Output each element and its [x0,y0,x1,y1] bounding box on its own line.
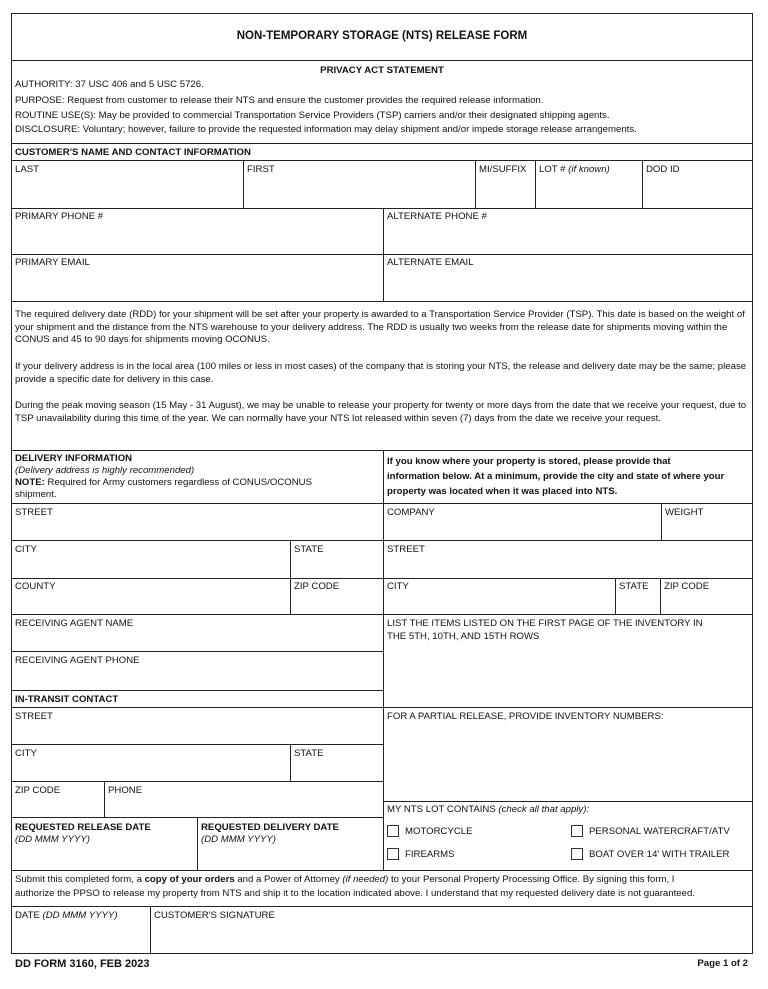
transit-state-field[interactable]: STATE [294,748,324,759]
dod-id-field[interactable]: DOD ID [646,164,680,175]
submit-text-c: to your Personal Property Processing Office. By signing this form, I [388,874,675,885]
storage-street-field[interactable]: STREET [387,544,425,555]
rule [535,160,536,208]
inventory-items-label-2: THE 5TH, 10TH, AND 15TH ROWS [387,631,540,642]
inventory-items-label-1: LIST THE ITEMS LISTED ON THE FIRST PAGE OF THE INVENTORY IN [387,618,703,629]
primary-email-field[interactable]: PRIMARY EMAIL [15,257,90,268]
lot-contents-hint: (check all that apply): [498,804,590,815]
submission-statement-1 [15,874,674,886]
rule [660,578,661,614]
rdd-paragraph: The required delivery date (RDD) for your shipment will be set after your property is awarded to a Transportation Service Provider (TSP). This date is based on the weight of your shipment and the distance from the NTS warehouse to your delivery address. The RDD is usually two weeks from the release date for shipments moving within the CONUS and 45 to 90 days for shipments moving OCONUS. [15,309,745,345]
signature-date-field[interactable] [15,910,118,922]
motorcycle-label: MOTORCYCLE [405,826,473,837]
delivery-note-cont: shipment. [15,489,57,500]
receiving-agent-name-field[interactable]: RECEIVING AGENT NAME [15,618,134,629]
delivery-city-field[interactable]: CITY [15,544,37,555]
rule [290,540,291,614]
personal-watercraft-checkbox[interactable] [571,825,583,837]
rule [11,208,753,209]
rule [11,707,753,708]
rule [150,906,151,954]
lot-number-hint: (if known) [568,164,610,175]
privacy-heading: PRIVACY ACT STATEMENT [320,65,444,76]
delivery-hint: (Delivery address is highly recommended) [15,465,195,476]
submit-text-a: Submit this completed form, a [15,874,145,885]
storage-instructions-3: property was located when it was placed into NTS. [387,486,618,497]
delivery-zip-field[interactable]: ZIP CODE [294,581,340,592]
note-label: NOTE: [15,477,45,488]
rule [11,254,753,255]
customer-signature-field[interactable]: CUSTOMER'S SIGNATURE [154,910,275,921]
storage-zip-field[interactable]: ZIP CODE [664,581,710,592]
boat-trailer-checkbox[interactable] [571,848,583,860]
transit-street-field[interactable]: STREET [15,711,53,722]
storage-state-field[interactable]: STATE [619,581,649,592]
privacy-authority: AUTHORITY: 37 USC 406 and 5 USC 5726. [15,79,204,90]
submit-text-if-needed: (if needed) [342,874,389,885]
delivery-date-format: (DD MMM YYYY) [201,834,276,845]
rule [11,906,753,907]
rule [642,160,643,208]
rule [11,540,753,541]
lot-contents-heading [387,804,589,816]
transit-city-field[interactable]: CITY [15,748,37,759]
partial-release-field[interactable]: FOR A PARTIAL RELEASE, PROVIDE INVENTORY NUMBERS: [387,711,664,722]
storage-company-field[interactable]: COMPANY [387,507,435,518]
rule [11,578,753,579]
rule [383,450,384,870]
personal-watercraft-label: PERSONAL WATERCRAFT/ATV [589,826,730,837]
rule [661,503,662,540]
rule [11,143,753,144]
receiving-agent-phone-field[interactable]: RECEIVING AGENT PHONE [15,655,140,666]
form-title: NON-TEMPORARY STORAGE (NTS) RELEASE FORM [236,30,528,42]
rule [475,160,476,208]
transit-phone-field[interactable]: PHONE [108,785,143,796]
rule [290,744,291,781]
lot-contents-label: MY NTS LOT CONTAINS [387,804,499,815]
rule [197,817,198,870]
firearms-label: FIREARMS [405,849,455,860]
delivery-heading: DELIVERY INFORMATION [15,453,133,464]
privacy-disclosure: DISCLOSURE: Voluntary; however, failure to provide the requested information may delay shipment and/or impede storage release arrangements. [15,124,637,135]
privacy-purpose: PURPOSE: Request from customer to release their NTS and ensure the customer provides the required release information. [15,95,544,106]
customer-heading: CUSTOMER'S NAME AND CONTACT INFORMATION [15,147,251,158]
mi-suffix-field[interactable]: MI/SUFFIX [479,164,527,175]
rule [11,870,753,871]
alternate-email-field[interactable]: ALTERNATE EMAIL [387,257,474,268]
in-transit-heading: IN-TRANSIT CONTACT [15,694,119,705]
boat-trailer-label: BOAT OVER 14' WITH TRAILER [589,849,730,860]
delivery-state-field[interactable]: STATE [294,544,324,555]
rule [383,208,384,301]
signature-date-label: DATE [15,910,43,921]
delivery-county-field[interactable]: COUNTY [15,581,56,592]
signature-date-format: (DD MMM YYYY) [42,910,118,921]
rule [11,450,753,451]
first-name-field[interactable]: FIRST [247,164,275,175]
submit-text-b: and a Power of Attorney [234,874,343,885]
note-text: Required for Army customers regardless of CONUS/OCONUS [44,477,312,488]
release-date-format: (DD MMM YYYY) [15,834,90,845]
rule [11,60,753,61]
requested-delivery-date-label[interactable]: REQUESTED DELIVERY DATE [201,822,339,833]
rule [383,801,753,802]
transit-zip-field[interactable]: ZIP CODE [15,785,61,796]
submit-text-orders: copy of your orders [144,874,235,885]
last-name-field[interactable]: LAST [15,164,39,175]
lot-number-field[interactable] [539,164,610,176]
rule [104,781,105,817]
delivery-street-field[interactable]: STREET [15,507,53,518]
rule [11,503,753,504]
peak-season-paragraph: During the peak moving season (15 May - 31 August), we may be unable to release your property for twenty or more days from the date that we receive your request, due to TSP unavailability during this time of the year. We can normally have your NTS lot released within seven (7) days from the date we receive your request. [15,400,747,424]
delivery-note [15,477,312,489]
requested-release-date-label[interactable]: REQUESTED RELEASE DATE [15,822,151,833]
firearms-checkbox[interactable] [387,848,399,860]
privacy-routine-use: ROUTINE USE(S): May be provided to commercial Transportation Service Providers (TSP) carriers and/or their designated shipping agents. [15,110,610,121]
rule [11,614,753,615]
rule [11,651,383,652]
primary-phone-field[interactable]: PRIMARY PHONE # [15,211,104,222]
storage-city-field[interactable]: CITY [387,581,409,592]
rule [11,744,383,745]
motorcycle-checkbox[interactable] [387,825,399,837]
lot-number-label: LOT # [539,164,569,175]
alternate-phone-field[interactable]: ALTERNATE PHONE # [387,211,487,222]
form-id: DD FORM 3160, FEB 2023 [15,958,150,970]
rule [615,578,616,614]
page-number: Page 1 of 2 [697,958,748,969]
rule [11,301,753,302]
rule [11,781,383,782]
storage-instructions-2: information below. At a minimum, provide the city and state of where your [387,471,725,482]
submission-statement-2: authorize the PPSO to release my property from NTS and ship it to the location indicated above. I understand that my requested delivery date is not guaranteed. [15,888,695,899]
local-area-paragraph: If your delivery address is in the local area (100 miles or less in most cases) of the company that is storing your NTS, the release and delivery date may be the same; please provide a specific date for delivery in this case. [15,361,747,385]
rule [243,160,244,208]
rule [11,690,383,691]
storage-instructions-1: If you know where your property is stored, please provide that [387,456,671,467]
storage-weight-field[interactable]: WEIGHT [665,507,704,518]
